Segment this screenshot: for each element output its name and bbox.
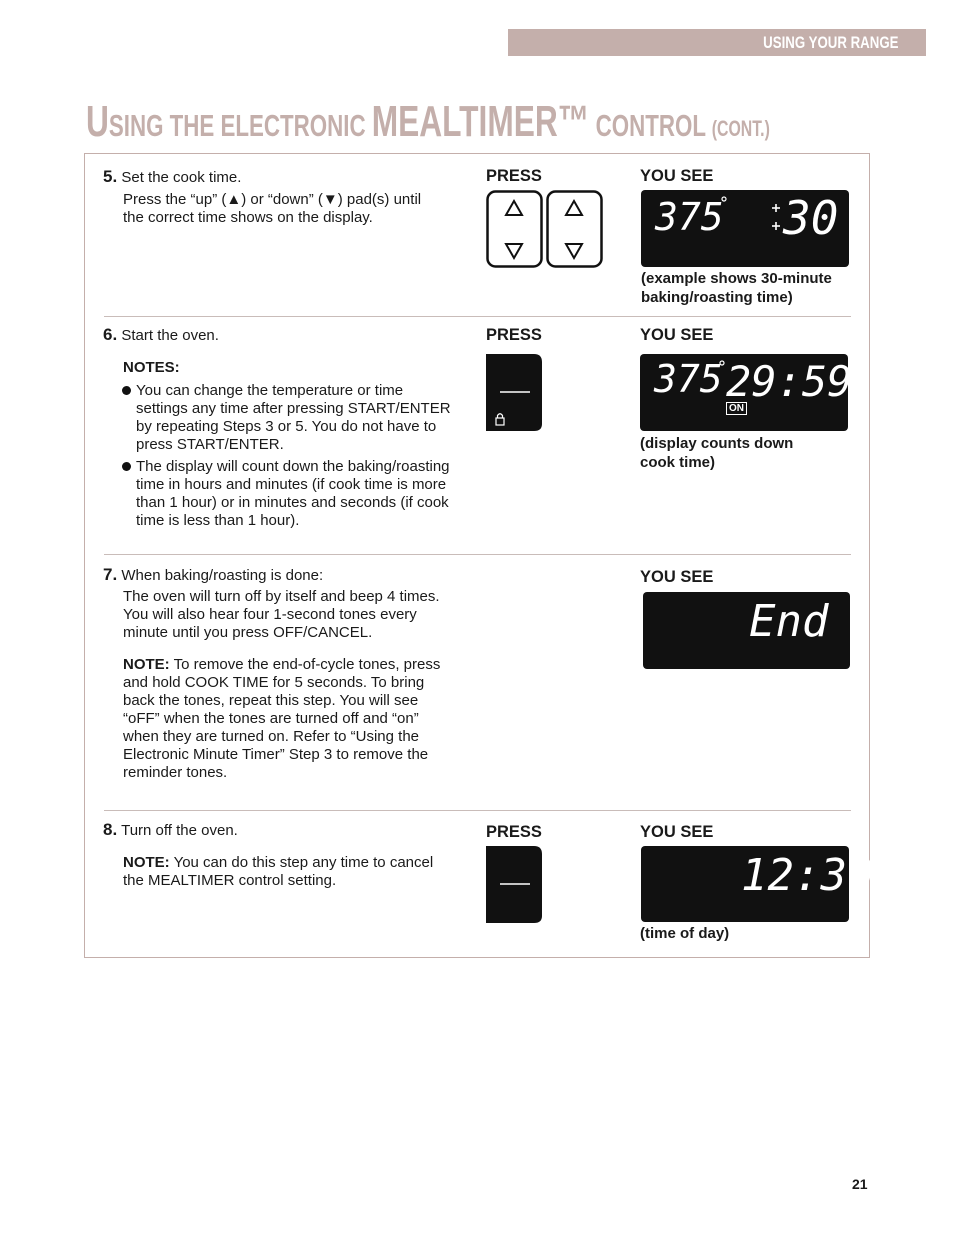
note-line: To remove the end-of-cycle tones, press bbox=[169, 656, 441, 673]
step-number: 6. bbox=[103, 325, 118, 344]
step-7-heading bbox=[103, 566, 323, 585]
bullet-line: than 1 hour) or in minutes and seconds (if cook bbox=[136, 494, 449, 511]
bullet-icon bbox=[122, 462, 131, 471]
flashing-colon-icon bbox=[772, 204, 780, 230]
note-line: and hold COOK TIME for 5 seconds. To bring bbox=[123, 674, 425, 691]
step-8-caption: (time of day) bbox=[640, 925, 730, 942]
step-lead: Turn off the oven. bbox=[121, 822, 238, 839]
step-lead: When baking/roasting is done: bbox=[121, 567, 324, 584]
body-line: You will also hear four 1-second tones every bbox=[123, 606, 417, 623]
title-text-2: CONTROL bbox=[589, 108, 712, 143]
step-7-note bbox=[123, 656, 440, 782]
step-separator bbox=[104, 810, 851, 811]
bullet-line: time in hours and minutes (if cook time is more bbox=[136, 476, 447, 493]
section-header-bar bbox=[508, 29, 926, 56]
display-step-6 bbox=[640, 354, 853, 431]
title-text-1: SING THE ELECTRONIC bbox=[108, 108, 372, 143]
step-number: 8. bbox=[103, 820, 118, 839]
bullet-line: You can change the temperature or time bbox=[136, 382, 404, 399]
note-line: the MEALTIMER control setting. bbox=[123, 872, 337, 889]
start-enter-pad bbox=[486, 354, 543, 437]
caption-line: (example shows 30-minute bbox=[641, 270, 832, 287]
you-see-column-heading: YOU SEE bbox=[640, 823, 714, 841]
caption-line: baking/roasting time) bbox=[641, 289, 793, 306]
display-time: 30 bbox=[783, 191, 839, 245]
title-mealtimer: MEALTIMER™ bbox=[371, 97, 590, 146]
step-separator bbox=[104, 554, 851, 555]
press-column-heading: PRESS bbox=[486, 326, 542, 344]
display-end: End bbox=[749, 596, 829, 647]
section-header-text: USING YOUR RANGE bbox=[762, 32, 898, 52]
step-5-caption bbox=[641, 269, 832, 307]
display-step-7 bbox=[643, 592, 850, 669]
note-line: You can do this step any time to cancel bbox=[169, 854, 434, 871]
note-line: when they are turned on. Refer to “Using the bbox=[123, 728, 420, 745]
you-see-column-heading: YOU SEE bbox=[640, 167, 714, 185]
note-label: NOTE: bbox=[123, 656, 170, 673]
press-column-heading: PRESS bbox=[486, 823, 542, 841]
step-6-heading bbox=[103, 326, 219, 345]
display-temperature: 375 bbox=[654, 357, 723, 401]
display-step-8 bbox=[641, 846, 874, 922]
up-down-pads bbox=[486, 190, 604, 275]
display-temperature: 375 bbox=[655, 195, 724, 239]
note-line: “oFF” when the tones are turned off and “on” bbox=[123, 710, 419, 727]
step-number: 5. bbox=[103, 167, 118, 186]
step-separator bbox=[104, 316, 851, 317]
step-5-heading bbox=[103, 168, 241, 187]
body-line: Press the “up” (▲) or “down” (▼) pad(s) until bbox=[123, 191, 422, 208]
note-bullet bbox=[136, 458, 450, 530]
note-line: Electronic Minute Timer” Step 3 to remove the bbox=[123, 746, 429, 763]
page-title bbox=[86, 97, 770, 150]
notes-label: NOTES: bbox=[123, 359, 180, 376]
bullet-icon bbox=[122, 386, 131, 395]
step-8-note bbox=[123, 854, 433, 890]
body-line: minute until you press OFF/CANCEL. bbox=[123, 624, 373, 641]
step-8-heading bbox=[103, 821, 238, 840]
body-line: the correct time shows on the display. bbox=[123, 209, 373, 226]
step-6-caption bbox=[640, 434, 793, 472]
you-see-column-heading: YOU SEE bbox=[640, 568, 714, 586]
step-5-body bbox=[123, 191, 421, 227]
step-lead: Set the cook time. bbox=[121, 169, 242, 186]
press-column-heading: PRESS bbox=[486, 167, 542, 185]
note-label: NOTE: bbox=[123, 854, 170, 871]
body-line: The oven will turn off by itself and beep 4 times. bbox=[123, 588, 440, 605]
degree-icon bbox=[722, 197, 726, 201]
title-initial: U bbox=[86, 97, 109, 146]
bullet-line: time is less than 1 hour). bbox=[136, 512, 300, 529]
note-line: reminder tones. bbox=[123, 764, 228, 781]
caption-line: (display counts down bbox=[640, 435, 794, 452]
caption-line: cook time) bbox=[640, 454, 716, 471]
bullet-line: settings any time after pressing START/ENTER bbox=[136, 400, 451, 417]
on-indicator: ON bbox=[726, 402, 747, 415]
step-lead: Start the oven. bbox=[121, 327, 219, 344]
note-bullet bbox=[136, 382, 451, 454]
display-time-of-day: 12:30 bbox=[741, 850, 874, 901]
you-see-column-heading: YOU SEE bbox=[640, 326, 714, 344]
step-number: 7. bbox=[103, 565, 118, 584]
page-number: 21 bbox=[852, 1176, 868, 1192]
bullet-line: by repeating Steps 3 or 5. You do not have to bbox=[136, 418, 437, 435]
bullet-line: The display will count down the baking/roasting bbox=[136, 458, 450, 475]
step-7-body bbox=[123, 588, 440, 642]
display-step-5 bbox=[641, 190, 849, 267]
off-cancel-pad bbox=[486, 846, 543, 929]
note-line: back the tones, repeat this step. You will see bbox=[123, 692, 419, 709]
title-cont: (CONT.) bbox=[711, 116, 770, 141]
bullet-line: press START/ENTER. bbox=[136, 436, 284, 453]
display-countdown: 29:59 bbox=[726, 357, 853, 406]
